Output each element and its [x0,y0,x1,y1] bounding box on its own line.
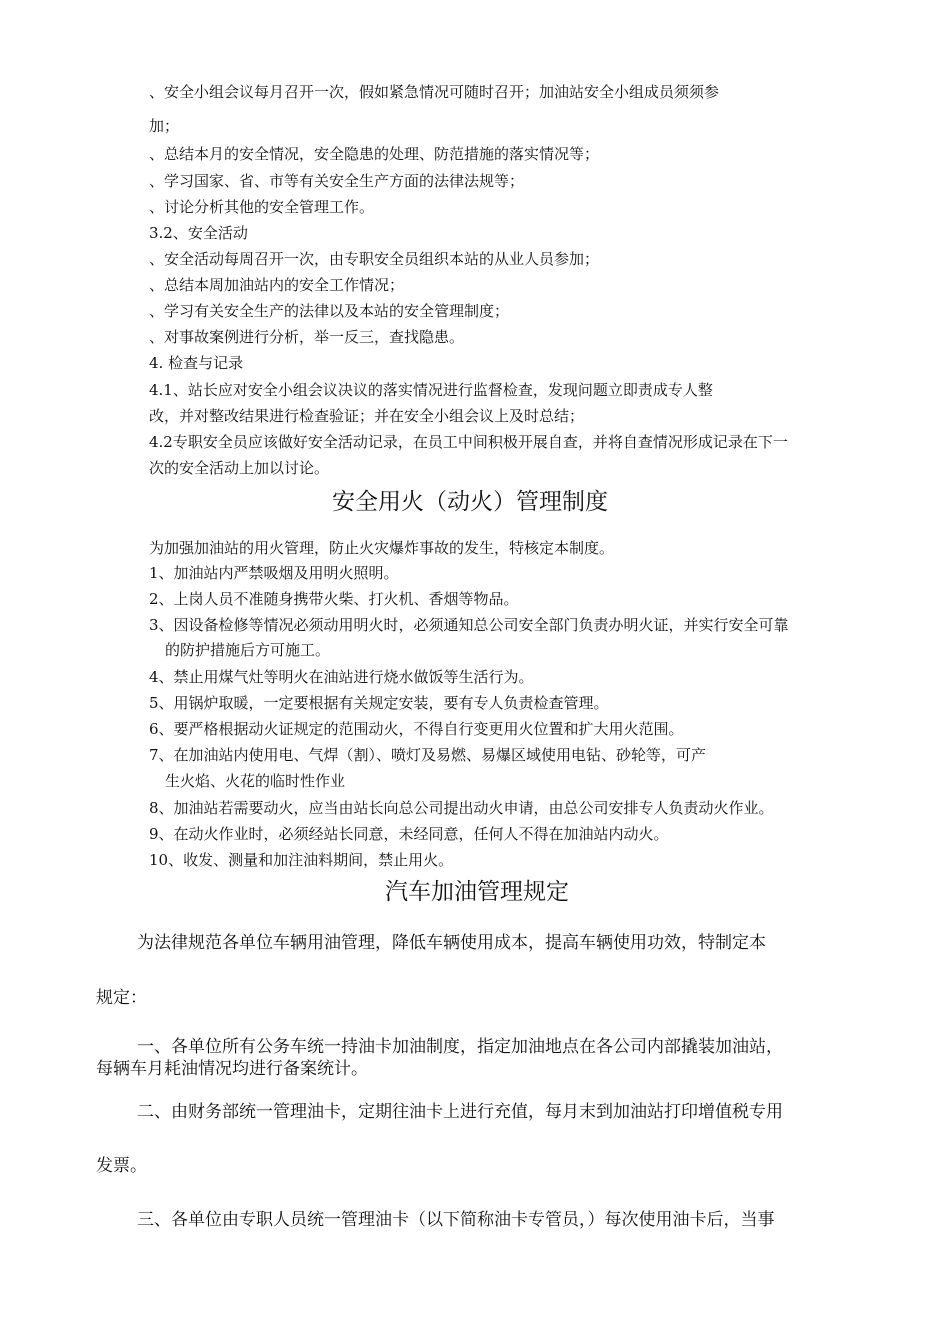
list-item-continued: 生火焰、火花的临时性作业 [165,772,346,790]
section-title: 汽车加油管理规定 [385,879,569,905]
text-line: 、对事故案例进行分析，举一反三，查找隐患。 [149,328,465,346]
list-item: 4、禁止用煤气灶等明火在油站进行烧水做饭等生活行为。 [149,668,534,686]
text-line: 、安全小组会议每月召开一次，假如紧急情况可随时召开；加油站安全小组成员须须参 [149,83,720,101]
paragraph-line: 为法律规范各单位车辆用油管理，降低车辆使用成本，提高车辆使用功效，特制定本 [137,933,766,953]
list-item: 5、用锅炉取暖，一定要根据有关规定安装，要有专人负责检查管理。 [149,694,609,712]
text-line: 4.1、站长应对安全小组会议决议的落实情况进行监督检查，发现问题立即责成专人整 [149,381,713,399]
text-line: 次的安全活动上加以讨论。 [149,459,330,477]
list-item: 1、加油站内严禁吸烟及用明火照明。 [149,564,399,582]
text-line: 加； [149,117,180,135]
text-line: 、讨论分析其他的安全管理工作。 [149,198,375,216]
text-line: 为加强加油站的用火管理，防止火灾爆炸事故的发生，特核定本制度。 [149,539,615,557]
paragraph-line: 三、各单位由专职人员统一管理油卡（以下简称油卡专管员，）每次使用油卡后，当事 [137,1210,775,1230]
text-line: 、总结本月的安全情况，安全隐患的处理、防范措施的落实情况等； [149,145,600,163]
list-item: 2、上岗人员不准随身携带火柴、打火机、香烟等物品。 [149,590,519,608]
list-item: 6、要严格根据动火证规定的范围动火，不得自行变更用火位置和扩大用火范围。 [149,720,684,738]
text-line: 4. 检查与记录 [149,354,244,372]
paragraph-line: 二、由财务部统一管理油卡，定期往油卡上进行充值，每月末到加油站打印增值税专用 [137,1102,783,1122]
text-line: 3.2、安全活动 [149,224,248,242]
list-item: 3、因设备检修等情况必须动用明火时，必须通知总公司安全部门负责办明火证，并实行安全可靠 [149,616,789,634]
paragraph-line: 规定： [96,988,147,1008]
text-line: 、总结本周加油站内的安全工作情况； [149,276,405,294]
list-item: 7、在加油站内使用电、气焊（割）、喷灯及易燃、易爆区域使用电钻、砂轮等，可产 [149,746,707,764]
text-line: 、学习国家、省、市等有关安全生产方面的法律法规等； [149,172,525,190]
text-line: 、安全活动每周召开一次，由专职安全员组织本站的从业人员参加； [149,250,600,268]
list-item-continued: 的防护措施后方可施工。 [165,641,331,659]
list-item: 9、在动火作业时，必须经站长同意，未经同意，任何人不得在加油站内动火。 [149,825,669,843]
list-item: 10、收发、测量和加注油料期间，禁止用火。 [149,851,454,869]
section-title: 安全用火（动火）管理制度 [332,489,608,515]
list-item: 8、加油站若需要动火，应当由站长向总公司提出动火申请，由总公司安排专人负责动火作业。 [149,799,774,817]
text-line: 改，并对整改结果进行检查验证；并在安全小组会议上及时总结； [149,407,585,425]
paragraph-line: 发票。 [96,1156,147,1176]
paragraph-line: 一、各单位所有公务车统一持油卡加油制度，指定加油地点在各公司内部撬装加油站， [137,1037,783,1057]
text-line: 、学习有关安全生产的法律以及本站的安全管理制度； [149,302,510,320]
paragraph-line: 每辆车月耗油情况均进行备案统计。 [96,1059,368,1079]
text-line: 4.2专职安全员应该做好安全活动记录，在员工中间积极开展自查，并将自查情况形成记录在下一 [149,433,788,451]
